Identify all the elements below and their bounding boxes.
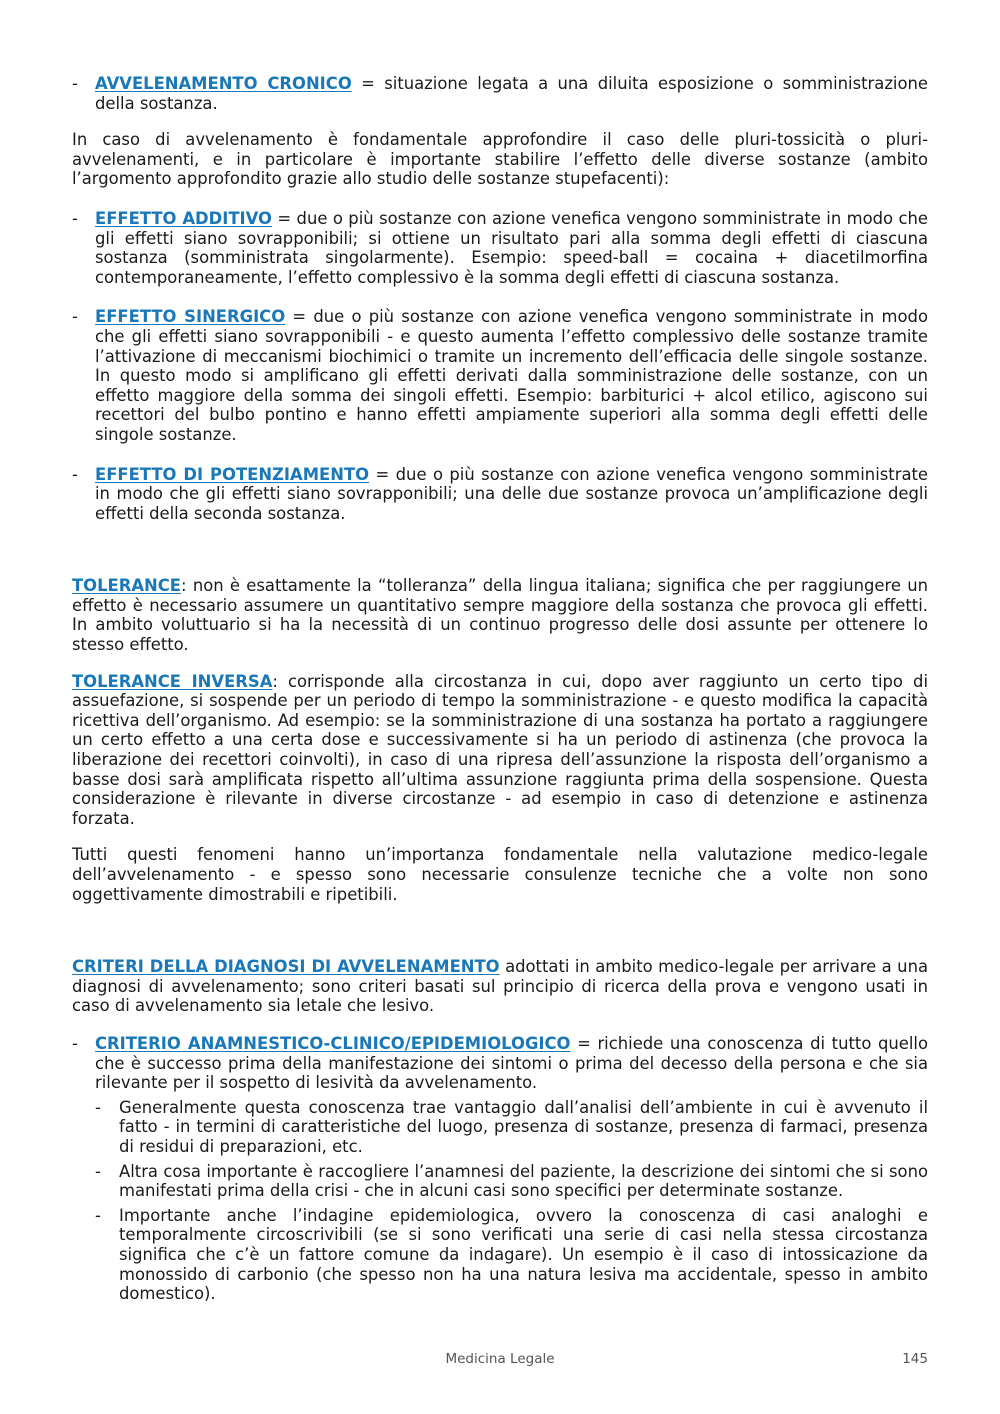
bullet-dash: -	[72, 1033, 78, 1053]
bullet-dash: -	[72, 464, 78, 484]
intro-paragraph: In caso di avvelenamento è fondamentale approfondire il caso delle pluri-tossicità o pluri-avvelenamenti, e in particolare è importante stabilire l’effetto delle diverse sostanze (ambito l’argomento approfondito grazie allo studio delle sostanze stupefacenti):	[72, 130, 928, 189]
definition-text: = due o più sostanze con azione venefica vengono somministrate in modo che gli effetti siano sovrapponibili; una delle due sostanze provoca un’amplificazione degli effetti della seconda sostanza.	[95, 464, 929, 523]
list-item-effetto-sinergico	[72, 307, 928, 444]
bullet-dash: -	[95, 1161, 101, 1181]
sub-item-ambiente	[72, 1098, 928, 1157]
keyword-tolerance-inversa[interactable]: TOLERANCE INVERSA	[72, 671, 273, 691]
sub-item-text: Generalmente questa conoscenza trae vantaggio dall’analisi dell’ambiente in cui è avvenuto il fatto - in termini di caratteristiche del luogo, presenza di sostanze, presenza di farmaci, presenza di residui di preparazioni, etc.	[119, 1097, 928, 1156]
tolerance-inversa-paragraph	[72, 672, 928, 829]
keyword-tolerance[interactable]: TOLERANCE	[72, 576, 182, 596]
sub-item-epidemiologica	[72, 1206, 928, 1304]
definition-text: : non è esattamente la “tolleranza” della lingua italiana; significa che per raggiungere un effetto è necessario assumere un quantitativo sempre maggiore della sostanza che provoca gli effetti. In ambito voluttuario si ha la necessità di un continuo progresso delle dosi assunte per ottenere lo stesso effetto.	[72, 576, 928, 655]
criteri-paragraph	[72, 957, 928, 1016]
keyword-avvelenamento-cronico[interactable]: AVVELENAMENTO CRONICO	[95, 74, 352, 93]
definition-text: = richiede una conoscenza di tutto quello che è successo prima della manifestazione dei sintomi o prima del decesso della persona e che sia rilevante per il sospetto di lesività da avvelenamento.	[95, 1033, 928, 1093]
bullet-dash: -	[72, 74, 78, 93]
definition-text: : corrisponde alla circostanza in cui, dopo aver raggiunto un certo tipo di assuefazione, si sospende per un periodo di tempo la somministrazione - e questo modifica la capacità ricettiva dell’organismo. Ad esempio: se la somministrazione di una sostanza ha portato a raggiungere un certo effetto a una certa dose e successivamente si ha un periodo di astinenza (che provoca la liberazione dei recettori coinvolti), in caso di una ripresa dell’assunzione la risposta dell’organismo a basse dosi sarà amplificata rispetto all’ultima assunzione raggiunta prima della sospensione. Questa considerazione è rilevante in diverse circostanze - ad esempio in caso di detenzione e astinenza forzata.	[72, 671, 928, 828]
sub-item-text: Altra cosa importante è raccogliere l’anamnesi del paziente, la descrizione dei sintomi che si sono manifestati prima della crisi - che in alcuni casi sono specifici per determinate sostanze.	[119, 1161, 928, 1201]
list-item-effetto-potenziamento	[72, 465, 928, 524]
keyword-effetto-sinergico[interactable]: EFFETTO SINERGICO	[95, 307, 286, 327]
footer-page-number: 145	[902, 1351, 928, 1367]
bullet-dash: -	[95, 1205, 101, 1225]
keyword-criterio-anamnestico[interactable]: CRITERIO ANAMNESTICO-CLINICO/EPIDEMIOLOGICO	[95, 1033, 571, 1053]
list-item-avvelenamento-cronico	[72, 74, 928, 113]
definition-text: adottati in ambito medico-legale per arrivare a una diagnosi di avvelenamento; sono criteri basati sul principio di ricerca della prova e vengono usati in caso di avvelenamento sia letale che lesivo.	[72, 957, 928, 1016]
keyword-effetto-additivo[interactable]: EFFETTO ADDITIVO	[95, 208, 272, 228]
bullet-dash: -	[72, 208, 78, 228]
definition-text: = due o più sostanze con azione venefica vengono somministrate in modo che gli effetti siano sovrapponibili; si ottiene un risultato pari alla somma degli effetti di ciascuna sostanza (somministrata singolarmente). Esempio: speed-ball = cocaina + diacetilmorfina contemporaneamente, l’effetto complessivo è la somma degli effetti di ciascuna sostanza.	[95, 208, 928, 287]
definition-text: = situazione legata a una diluita esposizione o somministrazione della sostanza.	[95, 74, 928, 113]
tolerance-paragraph	[72, 576, 928, 654]
keyword-criteri-diagnosi[interactable]: CRITERI DELLA DIAGNOSI DI AVVELENAMENTO	[72, 957, 500, 977]
list-item-effetto-additivo	[72, 209, 928, 287]
bullet-dash: -	[95, 1097, 101, 1117]
fenomeni-paragraph: Tutti questi fenomeni hanno un’importanza fondamentale nella valutazione medico-legale dell’avvelenamento - e spesso sono necessarie consulenze tecniche che a volte non sono oggettivamente dimostrabili e ripetibili.	[72, 845, 928, 904]
definition-text: = due o più sostanze con azione venefica vengono somministrate in modo che gli effetti siano sovrapponibili - e questo aumenta l’effetto complessivo delle sostanze tramite l’attivazione di meccanismi biochimici o tramite un incremento dell’efficacia delle singole sostanze. In questo modo si amplificano gli effetti derivati dalla somministrazione delle sostanze, con un effetto maggiore della somma dei singoli effetti. Esempio: barbiturici + alcol etilico, agiscono sui recettori del bulbo pontino e hanno effetti ampiamente superiori alla somma degli effetti delle singole sostanze.	[95, 307, 928, 444]
footer-title: Medicina Legale	[445, 1351, 555, 1367]
list-item-criterio-anamnestico	[72, 1034, 928, 1093]
page-content	[72, 74, 928, 1304]
sub-item-text: Importante anche l’indagine epidemiologica, ovvero la conoscenza di casi analoghi e temporalmente circoscrivibili (se si sono verificati una serie di casi nella stessa circostanza significa che c’è un fattore comune da indagare). Un esempio è il caso di intossicazione da monossido di carbonio (che spesso non ha una natura lesiva ma accidentale, spesso in ambito domestico).	[119, 1205, 928, 1304]
bullet-dash: -	[72, 307, 78, 327]
keyword-effetto-potenziamento[interactable]: EFFETTO DI POTENZIAMENTO	[95, 464, 370, 484]
sub-item-anamnesi	[72, 1162, 928, 1201]
